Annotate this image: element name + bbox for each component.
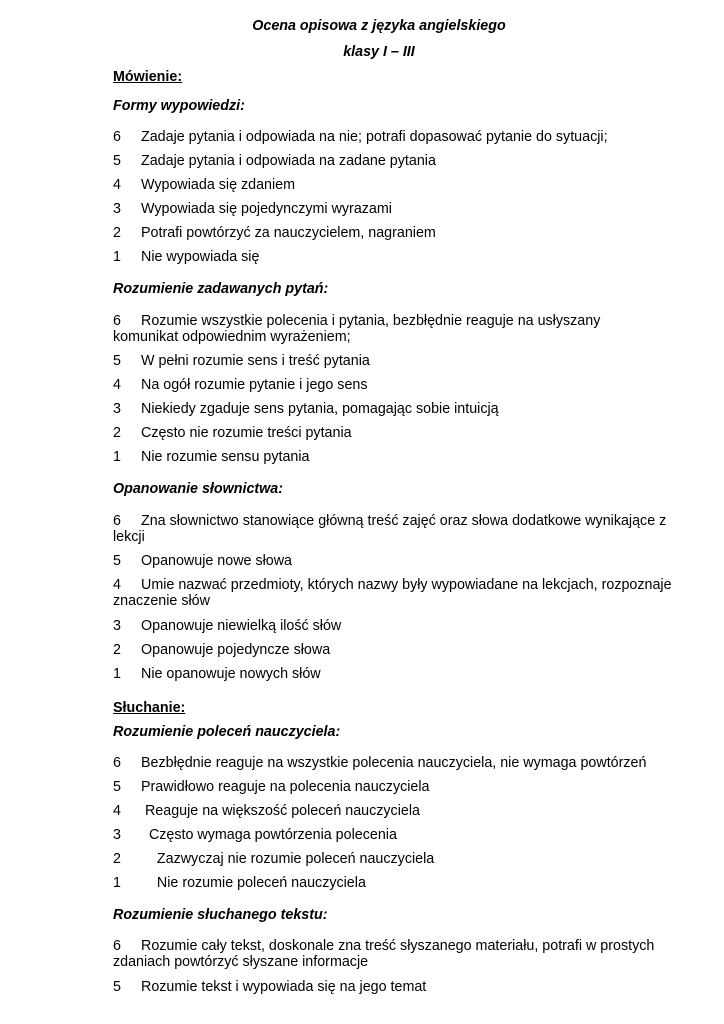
subsection-title: Formy wypowiedzi: bbox=[113, 98, 245, 114]
item-number: 4 bbox=[113, 377, 121, 393]
item-text-continuation: lekcji bbox=[113, 529, 145, 545]
item-number: 3 bbox=[113, 401, 121, 417]
item-text: Zna słownictwo stanowiące główną treść zajęć oraz słowa dodatkowe wynikające z bbox=[141, 513, 667, 529]
item-text-continuation: komunikat odpowiednim wyrażeniem; bbox=[113, 329, 351, 345]
item-text: Nie rozumie poleceń nauczyciela bbox=[141, 875, 366, 891]
item-text: Nie opanowuje nowych słów bbox=[141, 666, 321, 682]
item-text: Na ogół rozumie pytanie i jego sens bbox=[141, 377, 368, 393]
item-text: Umie nazwać przedmioty, których nazwy były wypowiadane na lekcjach, rozpoznaje bbox=[141, 577, 672, 593]
item-number: 1 bbox=[113, 249, 121, 265]
item-number: 1 bbox=[113, 449, 121, 465]
item-text: Często nie rozumie treści pytania bbox=[141, 425, 352, 441]
item-number: 4 bbox=[113, 577, 121, 593]
item-number: 2 bbox=[113, 851, 121, 867]
document-subtitle: klasy I – III bbox=[343, 44, 415, 60]
item-number: 6 bbox=[113, 129, 121, 145]
subsection-title: Opanowanie słownictwa: bbox=[113, 481, 283, 497]
item-number: 5 bbox=[113, 153, 121, 169]
item-number: 5 bbox=[113, 979, 121, 995]
item-number: 5 bbox=[113, 779, 121, 795]
item-number: 5 bbox=[113, 553, 121, 569]
item-text: Niekiedy zgaduje sens pytania, pomagając sobie intuicją bbox=[141, 401, 499, 417]
item-text: Rozumie tekst i wypowiada się na jego temat bbox=[141, 979, 427, 995]
subsection-title: Rozumienie zadawanych pytań: bbox=[113, 281, 329, 297]
item-text: Reaguje na większość poleceń nauczyciela bbox=[141, 803, 420, 819]
item-number: 4 bbox=[113, 803, 121, 819]
item-number: 2 bbox=[113, 642, 121, 658]
item-text: Zadaje pytania i odpowiada na zadane pytania bbox=[141, 153, 436, 169]
subsection-title: Rozumienie poleceń nauczyciela: bbox=[113, 724, 341, 740]
item-text: Opanowuje pojedyncze słowa bbox=[141, 642, 331, 658]
item-number: 3 bbox=[113, 618, 121, 634]
item-number: 1 bbox=[113, 666, 121, 682]
item-text: Wypowiada się pojedynczymi wyrazami bbox=[141, 201, 392, 217]
section-heading-listening: Słuchanie: bbox=[113, 700, 186, 716]
item-number: 1 bbox=[113, 875, 121, 891]
item-number: 6 bbox=[113, 313, 121, 329]
item-text: W pełni rozumie sens i treść pytania bbox=[141, 353, 370, 369]
item-text: Opanowuje nowe słowa bbox=[141, 553, 293, 569]
item-number: 6 bbox=[113, 755, 121, 771]
item-number: 4 bbox=[113, 177, 121, 193]
subsection-title: Rozumienie słuchanego tekstu: bbox=[113, 907, 328, 923]
item-text: Nie wypowiada się bbox=[141, 249, 260, 265]
item-text: Rozumie wszystkie polecenia i pytania, bezbłędnie reaguje na usłyszany bbox=[141, 313, 601, 329]
item-text: Często wymaga powtórzenia polecenia bbox=[141, 827, 397, 843]
item-text: Wypowiada się zdaniem bbox=[141, 177, 296, 193]
item-number: 6 bbox=[113, 513, 121, 529]
item-text: Prawidłowo reaguje na polecenia nauczyciela bbox=[141, 779, 430, 795]
item-text-continuation: zdaniach powtórzyć słyszane informacje bbox=[113, 954, 369, 970]
item-text: Zadaje pytania i odpowiada na nie; potrafi dopasować pytanie do sytuacji; bbox=[141, 129, 608, 145]
item-number: 5 bbox=[113, 353, 121, 369]
item-number: 3 bbox=[113, 827, 121, 843]
item-number: 2 bbox=[113, 425, 121, 441]
item-number: 2 bbox=[113, 225, 121, 241]
item-text: Zazwyczaj nie rozumie poleceń nauczyciela bbox=[141, 851, 435, 867]
item-text: Rozumie cały tekst, doskonale zna treść słyszanego materiału, potrafi w prostych bbox=[141, 938, 655, 954]
item-text: Nie rozumie sensu pytania bbox=[141, 449, 310, 465]
section-heading-speaking: Mówienie: bbox=[113, 69, 183, 85]
item-text-continuation: znaczenie słów bbox=[113, 593, 210, 609]
item-text: Opanowuje niewielką ilość słów bbox=[141, 618, 342, 634]
item-text: Potrafi powtórzyć za nauczycielem, nagraniem bbox=[141, 225, 436, 241]
item-number: 3 bbox=[113, 201, 121, 217]
document-title: Ocena opisowa z języka angielskiego bbox=[252, 18, 506, 34]
item-number: 6 bbox=[113, 938, 121, 954]
item-text: Bezbłędnie reaguje na wszystkie polecenia nauczyciela, nie wymaga powtórzeń bbox=[141, 755, 647, 771]
